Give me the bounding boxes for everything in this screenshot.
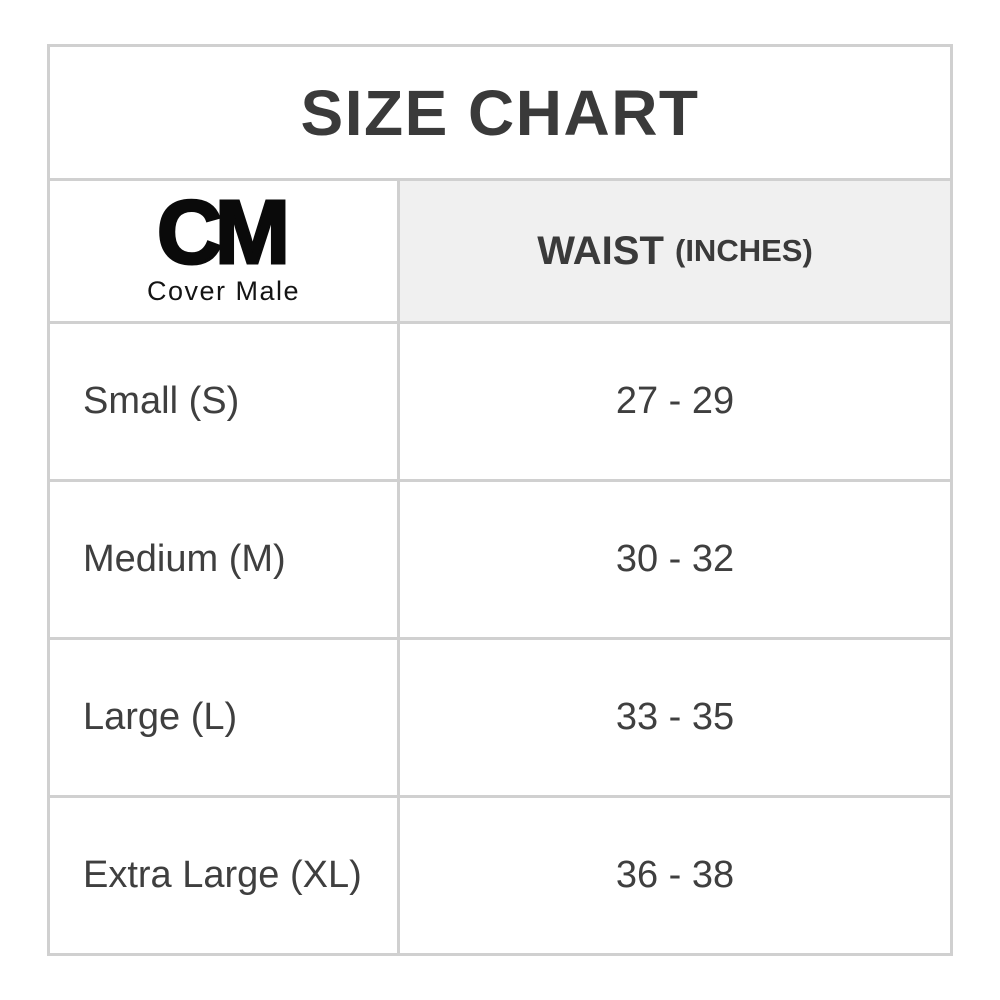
size-cell: Medium (M) (50, 482, 400, 637)
waist-cell: 36 - 38 (615, 854, 735, 896)
waist-cell: 27 - 29 (615, 380, 735, 422)
waist-cell: 33 - 35 (615, 696, 735, 738)
table-row-medium (50, 482, 950, 640)
waist-header-label: WAIST (537, 228, 675, 273)
header-row (50, 181, 950, 324)
size-cell: Large (L) (50, 640, 400, 795)
title-row (50, 47, 950, 181)
page-title: SIZE CHART (300, 76, 700, 149)
table-row-small (50, 324, 950, 482)
waist-column-header (400, 181, 950, 321)
waist-cell: 30 - 32 (615, 538, 735, 580)
table-row-large (50, 640, 950, 798)
waist-header-unit: (INCHES) (675, 233, 813, 268)
logo-cell (50, 181, 400, 321)
logo-name: Cover Male (146, 275, 301, 306)
size-cell: Extra Large (XL) (50, 798, 400, 953)
logo-initials: CM (157, 183, 283, 284)
table-row-extra-large (50, 798, 950, 953)
cover-male-logo (146, 183, 301, 306)
size-chart-table (47, 44, 953, 956)
size-cell: Small (S) (50, 324, 400, 479)
